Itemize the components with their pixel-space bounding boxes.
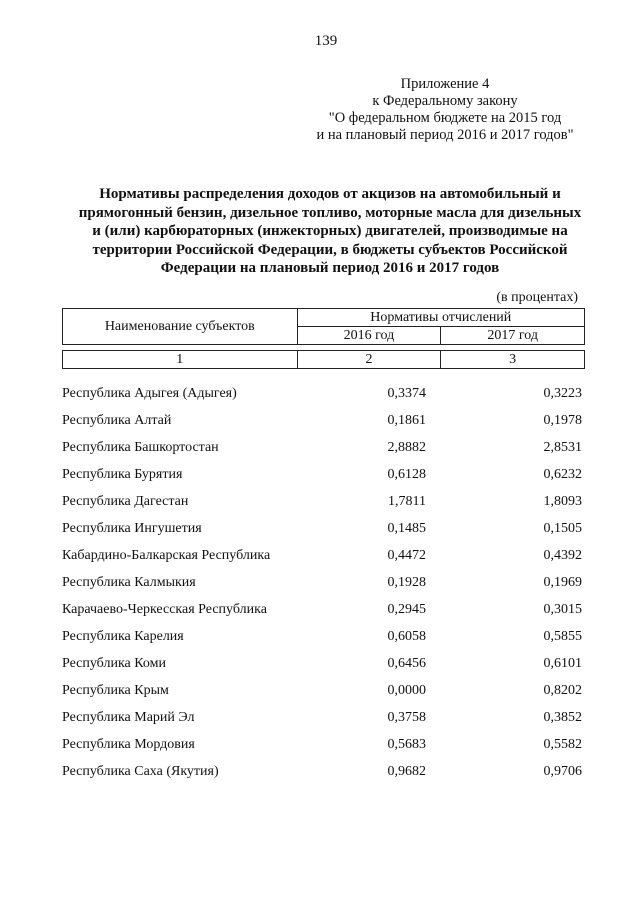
subject-name: Республика Мордовия [62, 737, 195, 752]
page-number: 139 [314, 33, 338, 49]
subject-name: Республика Дагестан [62, 494, 189, 509]
value-2016: 1,7811 [388, 494, 426, 509]
subject-name: Республика Саха (Якутия) [62, 764, 219, 779]
table-row [62, 735, 592, 762]
value-2016: 0,6058 [387, 629, 426, 644]
subject-name: Республика Калмыкия [62, 575, 196, 590]
value-2017: 0,6101 [543, 656, 582, 671]
value-2016: 0,4472 [387, 548, 426, 563]
appendix-reference [260, 76, 630, 144]
column-number-1: 1 [63, 351, 298, 369]
subject-name: Республика Алтай [62, 413, 172, 428]
title-line: Федерации на плановый период 2016 и 2017 годов [160, 260, 500, 276]
table-row [62, 546, 592, 573]
value-2017: 0,4392 [543, 548, 582, 563]
value-2017: 0,1978 [543, 413, 582, 428]
value-2017: 0,5855 [543, 629, 582, 644]
table-row [62, 519, 592, 546]
subject-name: Республика Коми [62, 656, 166, 671]
value-2016: 0,1485 [387, 521, 426, 536]
subject-name: Кабардино-Балкарская Республика [62, 548, 271, 563]
value-2017: 0,1505 [543, 521, 582, 536]
table-header [62, 308, 585, 369]
table-row [62, 681, 592, 708]
subject-name: Республика Башкортостан [62, 440, 219, 455]
value-2016: 0,2945 [387, 602, 426, 617]
title-line: прямогонный бензин, дизельное топливо, моторные масла для дизельных [78, 204, 582, 221]
value-2016: 2,8882 [387, 440, 426, 455]
subject-name: Республика Адыгея (Адыгея) [62, 386, 237, 401]
column-number-2: 2 [297, 351, 441, 369]
value-2016: 0,6128 [387, 467, 426, 482]
table-row [62, 600, 592, 627]
value-2017: 0,3852 [543, 710, 582, 725]
table-row [62, 492, 592, 519]
value-2016: 0,9682 [387, 764, 426, 779]
units-note: (в процентах) [496, 290, 578, 305]
document-title [60, 185, 600, 278]
appendix-line: "О федеральном бюджете на 2015 год [328, 110, 562, 126]
subject-name: Карачаево-Черкесская Республика [62, 602, 267, 617]
appendix-line: к Федеральному закону [372, 93, 518, 109]
value-2016: 0,1861 [387, 413, 426, 428]
table-row [62, 762, 592, 789]
value-2017: 0,3223 [543, 386, 582, 401]
table-row [62, 654, 592, 681]
subject-name: Республика Карелия [62, 629, 184, 644]
table-row [62, 708, 592, 735]
table-row [62, 384, 592, 411]
column-header-name: Наименование субъектов [63, 309, 298, 345]
value-2016: 0,6456 [387, 656, 426, 671]
appendix-line: Приложение 4 [400, 76, 490, 92]
subject-name: Республика Марий Эл [62, 710, 195, 725]
table-row [62, 411, 592, 438]
value-2017: 2,8531 [543, 440, 582, 455]
subject-name: Республика Крым [62, 683, 169, 698]
value-2017: 0,1969 [543, 575, 582, 590]
table-row [62, 627, 592, 654]
value-2016: 0,3374 [387, 386, 426, 401]
column-group-header: Нормативы отчислений [297, 309, 584, 327]
title-line: и (или) карбюраторных (инжекторных) двигателей, производимые на [92, 223, 568, 239]
appendix-line: и на плановый период 2016 и 2017 годов" [316, 127, 574, 143]
value-2016: 0,3758 [387, 710, 426, 725]
column-header-2016: 2016 год [297, 327, 441, 345]
value-2016: 0,1928 [387, 575, 426, 590]
value-2017: 0,3015 [543, 602, 582, 617]
table-row [62, 465, 592, 492]
table-row [62, 573, 592, 600]
value-2017: 0,5582 [543, 737, 582, 752]
value-2016: 0,0000 [387, 683, 426, 698]
value-2017: 0,9706 [543, 764, 582, 779]
title-line: Нормативы распределения доходов от акцизов на автомобильный и [99, 186, 561, 202]
subject-name: Республика Бурятия [62, 467, 183, 482]
value-2017: 1,8093 [543, 494, 582, 509]
table-row [62, 438, 592, 465]
column-header-2017: 2017 год [441, 327, 585, 345]
value-2016: 0,5683 [387, 737, 426, 752]
column-number-3: 3 [441, 351, 585, 369]
title-line: территории Российской Федерации, в бюджеты субъектов Российской [92, 241, 568, 258]
value-2017: 0,8202 [543, 683, 582, 698]
value-2017: 0,6232 [543, 467, 582, 482]
subject-name: Республика Ингушетия [62, 521, 202, 536]
table-body [62, 384, 592, 789]
